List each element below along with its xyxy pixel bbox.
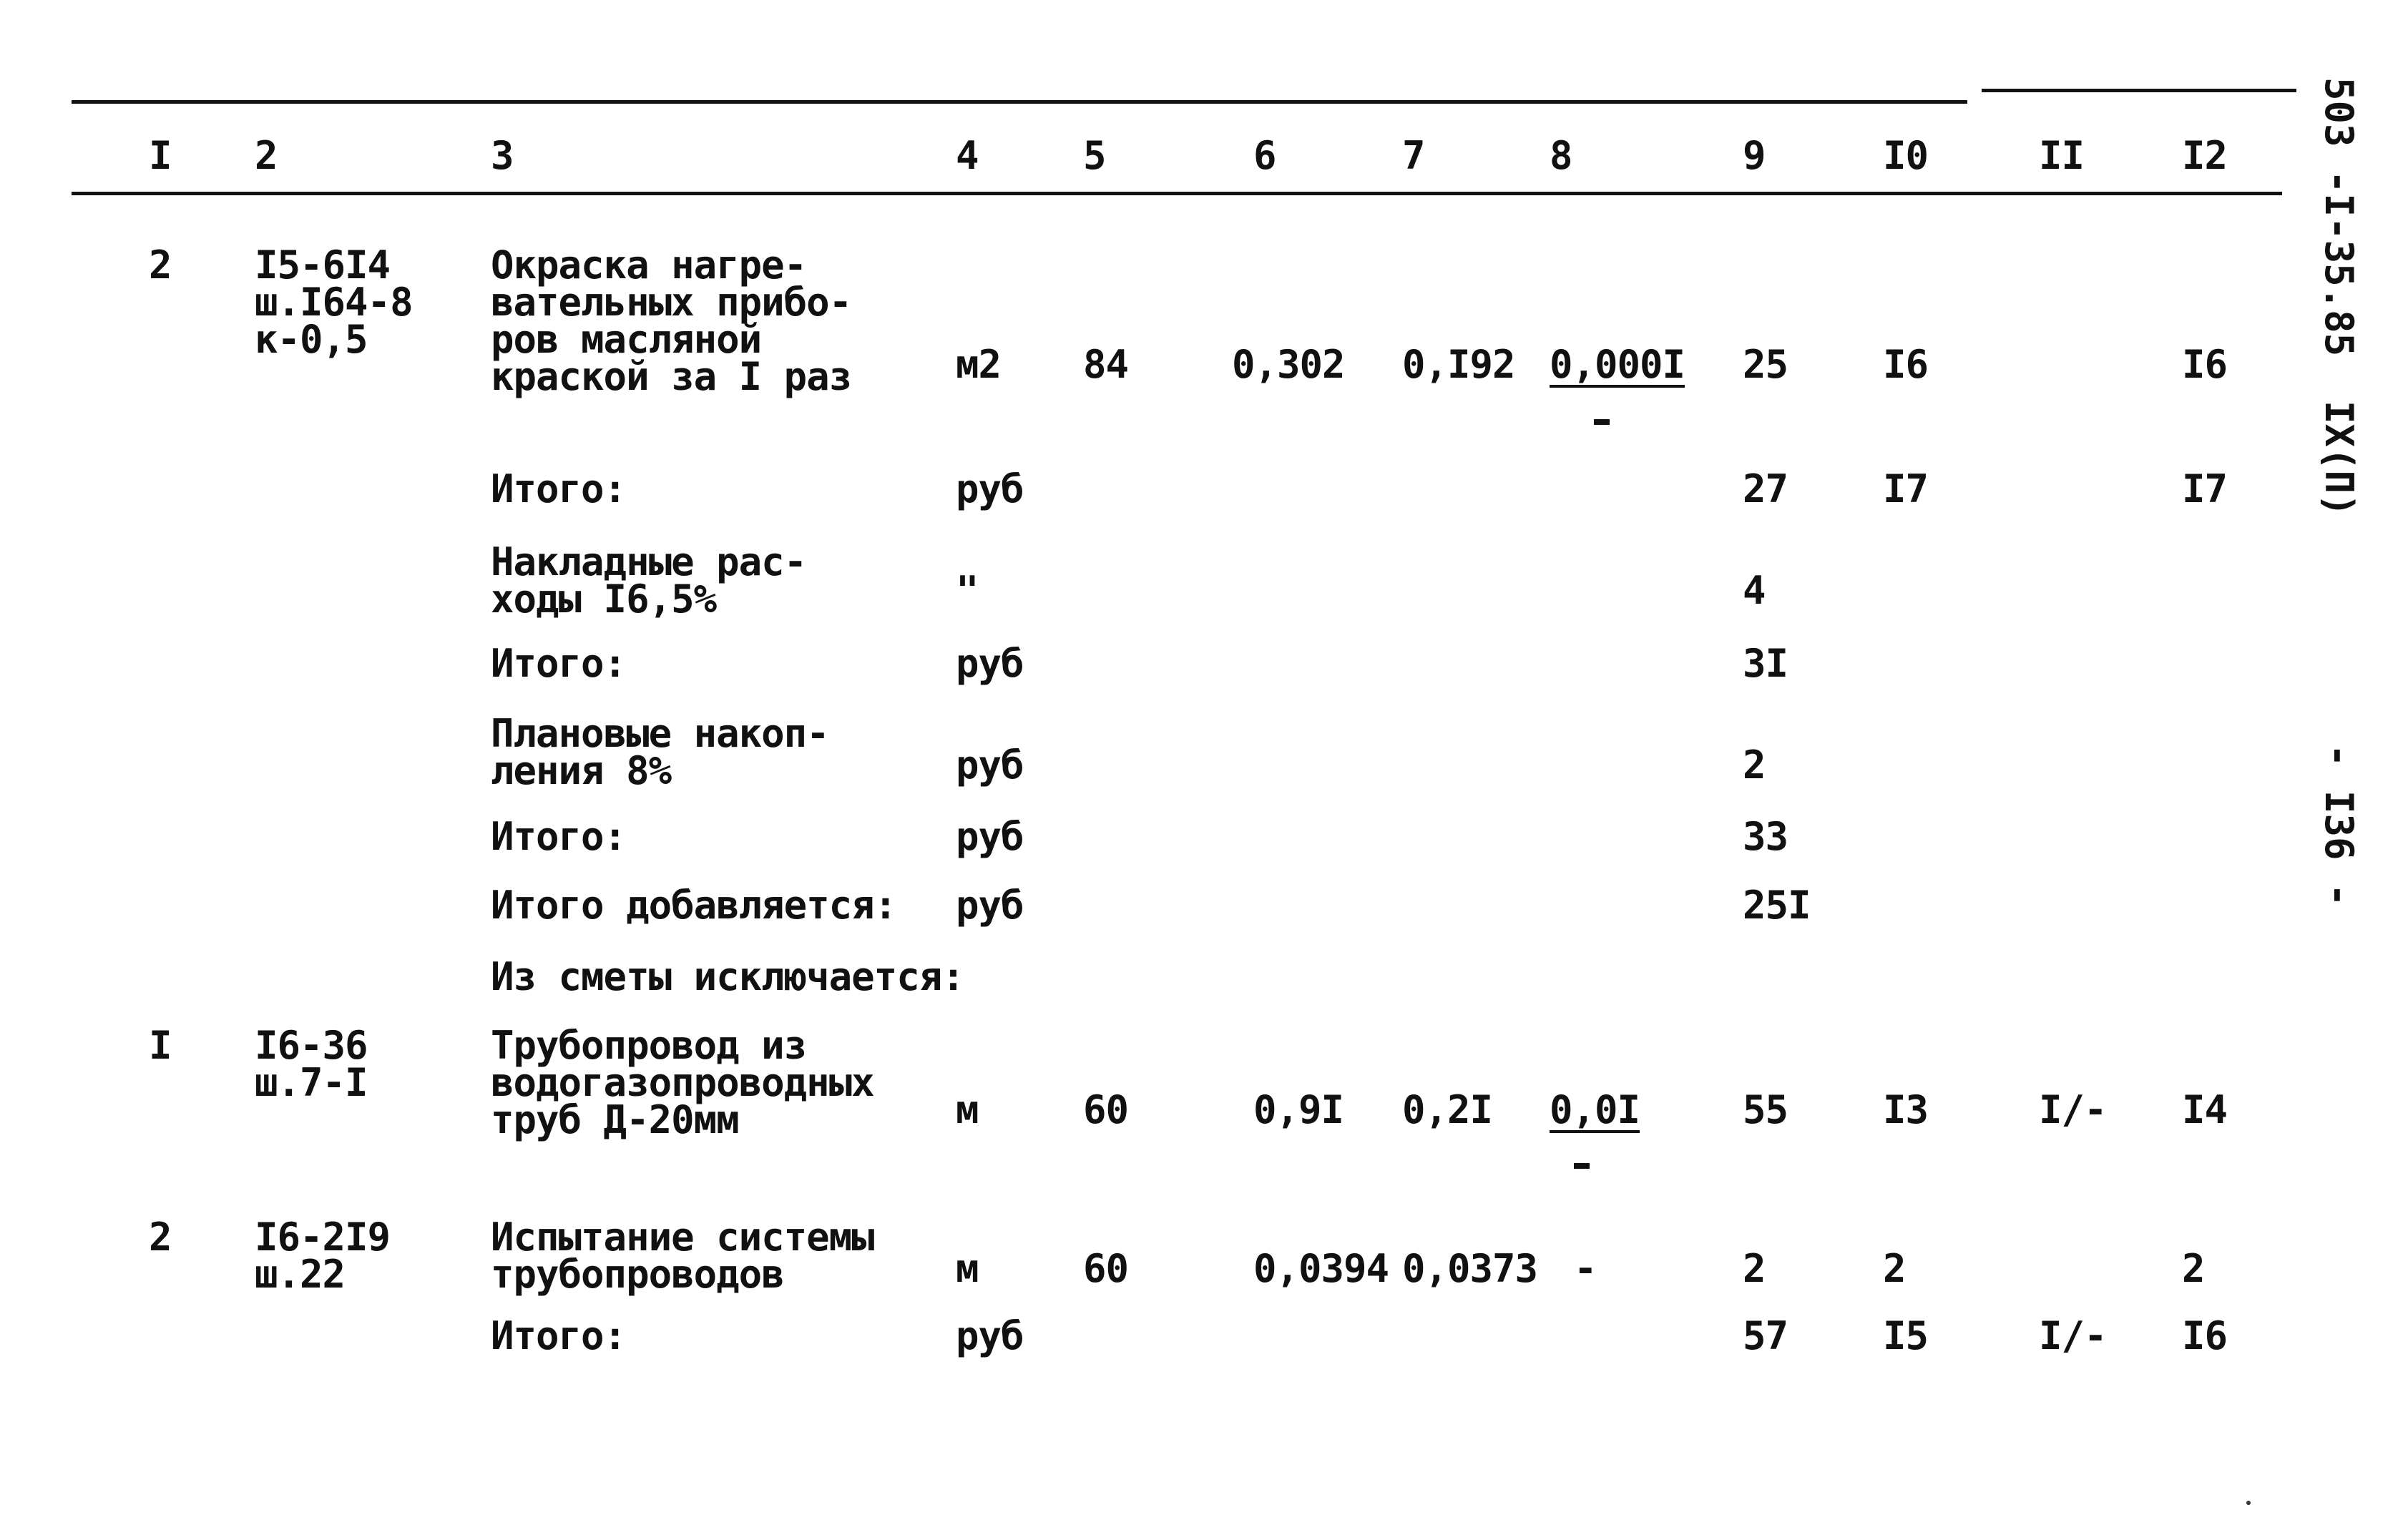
row9-col8: 0,0I bbox=[1550, 1087, 1640, 1132]
col-header-4: 4 bbox=[956, 133, 979, 178]
row10-num: 2 bbox=[149, 1215, 172, 1260]
row4-description: Итого: bbox=[491, 641, 627, 686]
margin-page-number: - I36 - bbox=[2316, 744, 2361, 907]
row1-col8: 0,000I bbox=[1550, 342, 1685, 387]
row9-unit: м bbox=[956, 1087, 979, 1132]
row1-unit: м2 bbox=[956, 342, 1002, 387]
row5-col9: 2 bbox=[1743, 742, 1766, 788]
row9-col8-dash bbox=[1574, 1163, 1590, 1169]
row10-col7: 0,0373 bbox=[1402, 1246, 1538, 1291]
row2-col10: I7 bbox=[1883, 466, 1929, 511]
row6-description: Итого: bbox=[491, 814, 627, 859]
row10-col8: - bbox=[1574, 1246, 1597, 1291]
row11-col10: I5 bbox=[1883, 1313, 1929, 1358]
col-header-7: 7 bbox=[1402, 133, 1425, 178]
row7-col9: 25I bbox=[1743, 883, 1811, 928]
row1-col7: 0,I92 bbox=[1402, 342, 1515, 387]
row1-col9: 25 bbox=[1743, 342, 1788, 387]
scan-speck bbox=[2246, 1501, 2251, 1505]
row10-description: Испытание системы трубопроводов bbox=[491, 1215, 874, 1297]
row9-col11: I/- bbox=[2039, 1087, 2107, 1132]
row4-unit: руб bbox=[956, 641, 1024, 686]
col-header-1: I bbox=[149, 133, 172, 178]
header-bottom-rule bbox=[72, 192, 2282, 195]
row11-col9: 57 bbox=[1743, 1313, 1788, 1358]
row10-code: I6-2I9 ш.22 bbox=[255, 1215, 391, 1297]
row6-col9: 33 bbox=[1743, 814, 1788, 859]
row4-col9: 3I bbox=[1743, 641, 1788, 686]
margin-section: IX(П) bbox=[2316, 401, 2361, 517]
row1-col10: I6 bbox=[1883, 342, 1929, 387]
col-header-12: I2 bbox=[2182, 133, 2228, 178]
row9-col10: I3 bbox=[1883, 1087, 1929, 1132]
row10-col12: 2 bbox=[2182, 1246, 2205, 1291]
row3-unit: " bbox=[956, 568, 979, 613]
row3-col9: 4 bbox=[1743, 568, 1766, 613]
row7-description: Итого добавляется: bbox=[491, 883, 897, 928]
row1-col6: 0,302 bbox=[1232, 342, 1345, 387]
col-header-11: II bbox=[2039, 133, 2085, 178]
row10-col9: 2 bbox=[1743, 1246, 1766, 1291]
row1-num: 2 bbox=[149, 242, 172, 288]
margin-doc-code: 503 -I-35.85 bbox=[2316, 77, 2361, 357]
col-header-6: 6 bbox=[1253, 133, 1276, 178]
col-header-9: 9 bbox=[1743, 133, 1766, 178]
row2-unit: руб bbox=[956, 466, 1024, 511]
col-header-5: 5 bbox=[1083, 133, 1106, 178]
row5-description: Плановые накоп- ления 8% bbox=[491, 711, 829, 793]
row1-description: Окраска нагре- вательных прибо- ров масляной краской за I раз bbox=[491, 242, 852, 399]
row9-col6: 0,9I bbox=[1253, 1087, 1344, 1132]
header-top-rule-right bbox=[1982, 89, 2296, 92]
row9-quantity: 60 bbox=[1083, 1087, 1129, 1132]
row7-unit: руб bbox=[956, 883, 1024, 928]
row9-num: I bbox=[149, 1023, 172, 1068]
header-top-rule bbox=[72, 100, 1967, 104]
row9-code: I6-36 ш.7-I bbox=[255, 1023, 368, 1105]
col-header-10: I0 bbox=[1883, 133, 1929, 178]
row10-col6: 0,0394 bbox=[1253, 1246, 1389, 1291]
row8-description: Из сметы исключается: bbox=[491, 954, 964, 999]
col-header-8: 8 bbox=[1550, 133, 1572, 178]
row5-unit: руб bbox=[956, 742, 1024, 788]
row9-col7: 0,2I bbox=[1402, 1087, 1493, 1132]
row10-unit: м bbox=[956, 1246, 979, 1291]
row2-col9: 27 bbox=[1743, 466, 1788, 511]
row1-code: I5-6I4 ш.I64-8 к-0,5 bbox=[255, 242, 413, 362]
row11-col12: I6 bbox=[2182, 1313, 2228, 1358]
row1-col8-dash bbox=[1594, 419, 1610, 425]
row11-col11: I/- bbox=[2039, 1313, 2107, 1358]
row9-col9: 55 bbox=[1743, 1087, 1788, 1132]
row11-unit: руб bbox=[956, 1313, 1024, 1358]
row9-col12: I4 bbox=[2182, 1087, 2228, 1132]
col-header-3: 3 bbox=[491, 133, 514, 178]
row6-unit: руб bbox=[956, 814, 1024, 859]
row1-col12: I6 bbox=[2182, 342, 2228, 387]
row10-col10: 2 bbox=[1883, 1246, 1906, 1291]
row11-description: Итого: bbox=[491, 1313, 627, 1358]
col-header-2: 2 bbox=[255, 133, 278, 178]
row10-quantity: 60 bbox=[1083, 1246, 1129, 1291]
row9-description: Трубопровод из водогазопроводных труб Д-20мм bbox=[491, 1023, 874, 1142]
row1-quantity: 84 bbox=[1083, 342, 1129, 387]
row2-col12: I7 bbox=[2182, 466, 2228, 511]
row3-description: Накладные рас- ходы I6,5% bbox=[491, 539, 807, 622]
row2-description: Итого: bbox=[491, 466, 627, 511]
